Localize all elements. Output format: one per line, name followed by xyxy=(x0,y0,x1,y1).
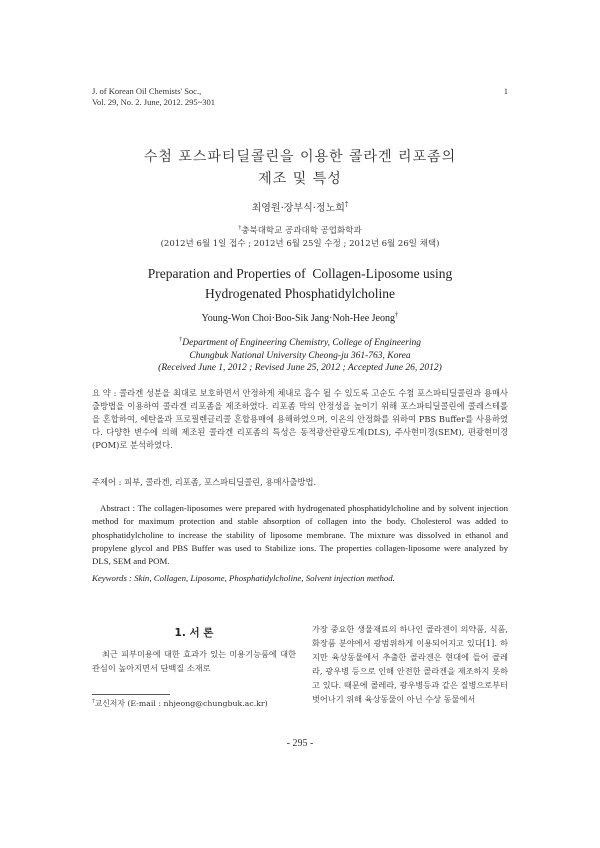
english-title-line-2: Hydrogenated Phosphatidylcholine xyxy=(204,286,396,301)
english-abstract-text: Abstract : The collagen-liposomes were prepared with hydrogenated phosphatidylcholine and by solvent injection method for maximum protection and stable absorption of collagen into the body. Cholesterol was added to phosphatidylcholine to increase the stability of liposome membrane. The mixture was dissolved in ethanol and propylene glycol and PBS Buffer was used to Stabilize ions. The properties collagen-liposome were analyzed by DLS, SEM and POM. xyxy=(92,503,508,567)
introduction-right-column: 가장 중요한 생물재료의 하나인 콜라겐이 의약품, 식품, 화장품 분야에서 광범위하게 이용되어지고 있다[1]. 하지만 육상동물에서 추출한 콜라겐은 현대에 들어 콜레라, 광우병 등으로 인해 안전한 콜라겐을 제조하지 못하고 있다. 때문에 콜레라, 광우병등과 같은 질병으로부터 벗어나기 위해 육상동물이 아닌 수상 동물에서 xyxy=(312,624,508,705)
korean-dates: (2012년 6월 1일 접수 ; 2012년 6월 25일 수정 ; 2012년 6월 26일 채택) xyxy=(160,239,440,249)
english-title xyxy=(0,264,600,304)
section-heading-introduction: 1. 서 론 xyxy=(174,627,214,639)
english-author-mark: † xyxy=(394,310,399,319)
english-affiliation-block xyxy=(0,337,600,375)
introduction-left-column: 최근 피부미용에 대한 효과가 있는 미용기능품에 대한 관심이 높아지면서 단백질 소재로 xyxy=(92,649,296,673)
english-abstract xyxy=(92,502,508,568)
english-keywords: Keywords : Skin, Collagen, Liposome, Phosphatidylcholine, Solvent injection method. xyxy=(92,573,395,583)
journal-line-1: J. of Korean Oil Chemists' Soc., xyxy=(92,86,202,96)
korean-title-line-1: 수첨 포스파티딜콜린을 이용한 콜라겐 리포좀의 xyxy=(143,149,457,165)
korean-author-mark: † xyxy=(344,200,349,209)
corresponding-author-footnote xyxy=(92,698,302,709)
english-authors xyxy=(0,310,600,324)
korean-affiliation-block xyxy=(0,225,600,251)
footnote-divider xyxy=(92,694,170,695)
english-affiliation-mark: † xyxy=(178,335,183,343)
english-author-names: Young-Won Choi·Boo-Sik Jang·Noh-Hee Jeong xyxy=(201,313,395,324)
korean-authors xyxy=(0,199,600,214)
korean-abstract: 요 약 : 콜라겐 성분을 최대로 보호하면서 안정하게 체내로 흡수 될 수 있도록 고순도 수첨 포스파티딜콜린과 용매사출방법을 이용하여 콜라겐 리포좀을 제조하였다. 리포좀 막의 안정성을 높이기 위해 포스파티딜콜린에 콜레스테롤을 혼합하여, 에탄올과 프로필렌글리콜 혼합용매에 용해하였으며, 이온의 안정화를 위하여 PBS Buffer를 사용하였다. 다양한 변수에 의해 제조된 콜라겐 리포좀의 특성은 동적광산란광도계(DLS), 주사현미경(SEM), 편광현미경(POM)로 분석하였다. xyxy=(92,388,508,450)
korean-author-names: 최영원·장부식·정노희 xyxy=(251,203,345,214)
footnote-text: 교신저자 (E-mail : nhjeong@chungbuk.ac.kr) xyxy=(94,699,268,708)
journal-line-2: Vol. 29, No. 2. June, 2012. 295~301 xyxy=(92,97,215,107)
english-affiliation-line-2: Chungbuk National University Cheong-ju 361-763, Korea xyxy=(189,350,411,361)
journal-citation xyxy=(92,86,215,108)
page-number-top: 1 xyxy=(503,86,508,96)
korean-title-line-2: 제조 및 특성 xyxy=(258,171,342,187)
footnote-mark: † xyxy=(92,698,95,705)
english-title-line-1: Preparation and Properties of Collagen-Liposome using xyxy=(147,266,453,281)
korean-affiliation: 충북대학교 공과대학 공업화학과 xyxy=(241,226,362,236)
korean-affiliation-mark: † xyxy=(238,224,242,232)
english-affiliation-line-1: Department of Engineering Chemistry, College of Engineering xyxy=(182,338,422,348)
page-footer-number: - 295 - xyxy=(286,738,314,749)
korean-title xyxy=(0,146,600,190)
korean-keywords: 주제어 : 피부, 콜라겐, 리포좀, 포스파티딜콜린, 용매사출방법. xyxy=(92,477,317,487)
english-dates: (Received June 1, 2012 ; Revised June 25, 2012 ; Accepted June 26, 2012) xyxy=(158,363,442,373)
